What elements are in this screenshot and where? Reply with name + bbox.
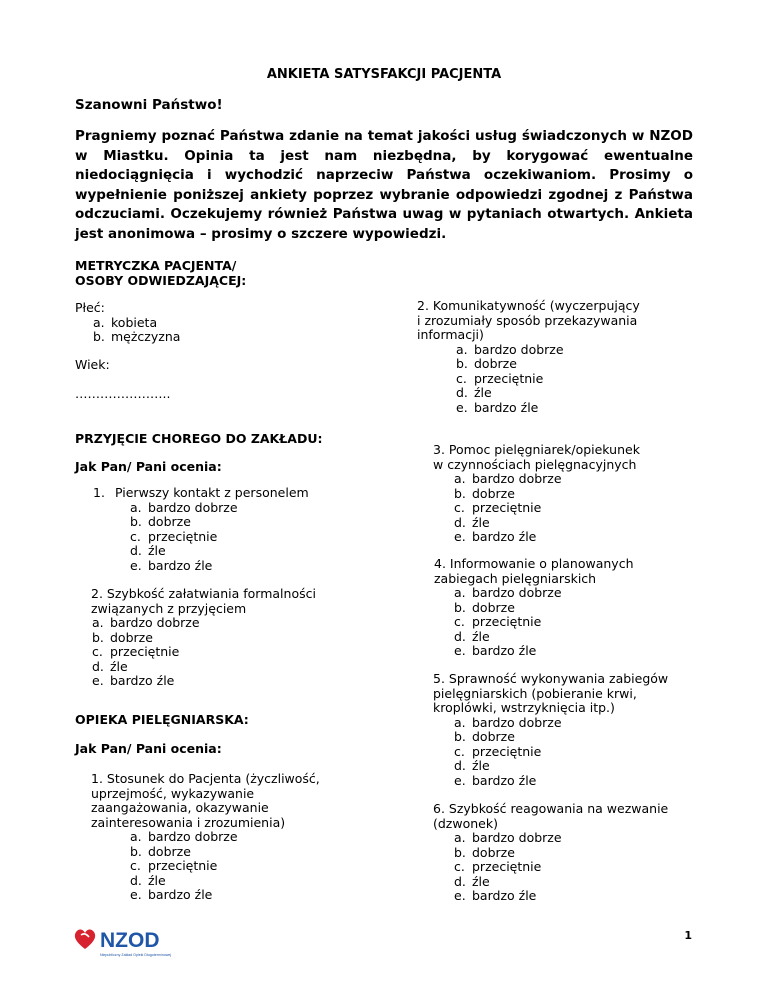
answer-option[interactable]	[454, 644, 634, 659]
option-text: bardzo dobrze	[474, 341, 564, 357]
option-letter: a.	[454, 471, 466, 486]
option-text: źle	[472, 758, 490, 773]
answer-option[interactable]	[454, 530, 640, 545]
admission-subheading: Jak Pan/ Pani ocenia:	[75, 459, 222, 474]
option-text: dobrze	[472, 729, 515, 744]
option-letter: a.	[454, 830, 466, 845]
option-letter: d.	[130, 543, 142, 558]
option-text: przeciętnie	[474, 370, 544, 386]
answer-option[interactable]	[92, 631, 316, 646]
answer-option[interactable]	[130, 515, 309, 530]
question-text-line: 4. Informowanie o planowanych	[434, 556, 634, 571]
answer-option[interactable]	[454, 586, 634, 601]
question-text-line: kroplówki, wstrzyknięcia itp.)	[433, 700, 615, 715]
option-text: bardzo dobrze	[148, 829, 238, 844]
option-letter: c.	[130, 528, 141, 544]
option-text: bardzo dobrze	[110, 615, 200, 630]
answer-option[interactable]	[92, 674, 316, 689]
question-text-line: i zrozumiały sposób przekazywania	[417, 312, 638, 328]
question-text-line: 2. Komunikatywność (wyczerpujący	[417, 298, 640, 313]
option-letter: e.	[92, 673, 104, 688]
option-letter: b.	[93, 329, 105, 344]
option-text: źle	[472, 628, 490, 644]
question-text-line: uprzejmość, wykazywanie	[91, 785, 255, 801]
answer-scale	[454, 472, 640, 545]
option-text: źle	[148, 543, 166, 558]
question-text-line: zainteresowania i zrozumienia)	[91, 814, 286, 830]
answer-option[interactable]	[454, 472, 640, 487]
nursing-question-2	[417, 299, 640, 415]
answer-option[interactable]	[454, 875, 668, 890]
answer-option[interactable]	[454, 716, 668, 731]
answer-option[interactable]	[456, 386, 640, 401]
question-text: Pierwszy kontakt z personelem	[115, 485, 309, 500]
answer-option[interactable]	[454, 774, 668, 789]
question-text-line: 1. Stosunek do Pacjenta (życzliwość,	[91, 771, 320, 786]
answer-scale	[92, 616, 316, 689]
option-text: przeciętnie	[110, 644, 180, 659]
question-text-line: (dzwonek)	[433, 815, 498, 831]
nursing-question-4	[434, 557, 634, 659]
age-label: Wiek:	[75, 357, 110, 372]
answer-option[interactable]	[92, 660, 316, 675]
option-letter: b.	[130, 843, 142, 859]
answer-option[interactable]	[130, 888, 320, 903]
option-letter: d.	[454, 758, 466, 773]
question-text-line: zabiegach pielęgniarskich	[434, 570, 597, 586]
option-text: źle	[474, 385, 492, 400]
option-letter: e.	[454, 643, 466, 658]
option-text: bardzo źle	[472, 772, 537, 788]
option-text: bardzo źle	[148, 887, 213, 902]
option-text: źle	[472, 873, 490, 889]
answer-option[interactable]	[92, 616, 316, 631]
option-text: dobrze	[472, 599, 515, 615]
question-text-line: 5. Sprawność wykonywania zabiegów	[433, 671, 669, 686]
sex-option[interactable]	[93, 330, 180, 345]
question-number: 1.	[93, 485, 105, 500]
option-letter: a.	[93, 314, 105, 330]
question-text-line: w czynnościach pielęgnacyjnych	[433, 456, 637, 472]
option-letter: c.	[456, 370, 467, 386]
option-letter: a.	[454, 585, 466, 600]
option-letter: b.	[454, 729, 466, 744]
nursing-question-5	[433, 672, 668, 788]
option-text: bardzo dobrze	[472, 830, 562, 845]
option-text: bardzo dobrze	[472, 585, 562, 600]
answer-option[interactable]	[454, 601, 634, 616]
document-title: ANKIETA SATYSFAKCJI PACJENTA	[266, 67, 502, 82]
option-letter: e.	[454, 772, 466, 788]
option-text: źle	[148, 872, 166, 888]
metryczka-heading-line2: OSOBY ODWIEDZAJĄCEJ:	[75, 272, 247, 288]
answer-option[interactable]	[454, 516, 640, 531]
option-letter: a.	[456, 341, 468, 357]
answer-option[interactable]	[454, 745, 668, 760]
sex-option[interactable]	[93, 316, 180, 331]
answer-option[interactable]	[454, 501, 640, 516]
answer-option[interactable]	[130, 501, 309, 516]
nursing-question-6	[433, 802, 668, 904]
salutation: Szanowni Państwo!	[75, 97, 223, 113]
option-text: źle	[110, 658, 128, 674]
option-text: przeciętnie	[472, 743, 542, 759]
answer-option[interactable]	[454, 487, 640, 502]
question-text-line: 2. Szybkość załatwiania formalności	[91, 586, 316, 601]
option-text: bardzo źle	[472, 888, 537, 903]
option-letter: d.	[92, 658, 104, 674]
option-letter: e.	[456, 399, 468, 415]
option-letter: a.	[130, 499, 142, 515]
option-text: bardzo źle	[472, 643, 537, 658]
answer-option[interactable]	[130, 874, 320, 889]
nursing-subheading: Jak Pan/ Pani ocenia:	[75, 741, 222, 756]
option-letter: b.	[456, 356, 468, 371]
option-letter: c.	[454, 614, 465, 629]
logo-graphic	[73, 925, 185, 959]
logo-text: NZOD	[100, 929, 160, 952]
age-blank-field[interactable]: …………………..	[75, 386, 171, 401]
answer-option[interactable]	[456, 343, 640, 358]
option-text: bardzo źle	[110, 673, 175, 688]
answer-scale	[130, 501, 309, 574]
option-text: przeciętnie	[472, 859, 542, 874]
question-text-line: 6. Szybkość reagowania na wezwanie	[433, 801, 669, 816]
option-letter: a.	[92, 615, 104, 630]
option-letter: c.	[92, 644, 103, 659]
sex-label: Płeć:	[75, 300, 105, 315]
intro-paragraph: Pragniemy poznać Państwa zdanie na temat jakości usług świadczonych w NZOD w Miastku. Opinia ta jest nam niezbędna, by korygować ewentualne niedociągnięcia i wychodzić naprzeciw Państwa oczekiwaniom. Prosimy o wypełnienie poniższej ankiety poprzez wybranie odpowiedzi zgodnej z Państwa odczuciami. Oczekujemy również Państwa uwag w pytaniach otwartych. Ankieta jest anonimowa – prosimy o szczere wypowiedzi.	[75, 128, 693, 242]
admission-heading: PRZYJĘCIE CHOREGO DO ZAKŁADU:	[75, 431, 323, 446]
nzod-logo	[73, 925, 185, 963]
question-text-line: 3. Pomoc pielęgniarek/opiekunek	[433, 442, 640, 457]
answer-option[interactable]	[130, 845, 320, 860]
option-letter: d.	[454, 514, 466, 530]
nursing-question-1	[91, 772, 320, 903]
option-text: bardzo dobrze	[472, 471, 562, 486]
option-text: bardzo dobrze	[472, 714, 562, 730]
option-text: dobrze	[472, 485, 515, 501]
answer-option[interactable]	[454, 846, 668, 861]
question-text-line: związanych z przyjęciem	[91, 600, 247, 616]
question-text-line: zaangażowania, okazywanie	[91, 800, 269, 815]
option-letter: b.	[92, 629, 104, 645]
question-text-line: informacji)	[417, 327, 484, 342]
answer-option[interactable]	[130, 544, 309, 559]
option-text: mężczyzna	[111, 329, 181, 344]
answer-option[interactable]	[454, 630, 634, 645]
answer-option[interactable]	[92, 645, 316, 660]
answer-option[interactable]	[454, 831, 668, 846]
answer-scale	[454, 716, 668, 789]
answer-option[interactable]	[456, 401, 640, 416]
page-number: 1	[684, 929, 692, 942]
answer-option[interactable]	[130, 830, 320, 845]
nursing-question-3	[433, 443, 640, 545]
option-letter: a.	[130, 829, 142, 844]
option-text: dobrze	[148, 514, 191, 529]
metryczka-heading-line1: METRYCZKA PACJENTA/	[75, 258, 237, 273]
option-text: przeciętnie	[148, 528, 218, 544]
option-letter: a.	[454, 714, 466, 730]
option-text: dobrze	[148, 843, 191, 859]
option-text: dobrze	[472, 844, 515, 860]
option-letter: d.	[454, 628, 466, 644]
answer-option[interactable]	[456, 372, 640, 387]
question-text-line: pielęgniarskich (pobieranie krwi,	[433, 685, 637, 701]
answer-scale	[130, 830, 320, 903]
option-text: kobieta	[111, 314, 158, 330]
answer-option[interactable]	[454, 615, 634, 630]
option-letter: e.	[454, 888, 466, 903]
option-letter: b.	[454, 844, 466, 860]
logo-subtitle: Niepubliczny Zakład Opieki Długoterminowej	[100, 953, 172, 957]
metryczka-heading	[75, 259, 246, 288]
option-letter: d.	[456, 385, 468, 400]
option-text: dobrze	[474, 356, 517, 371]
answer-scale	[456, 343, 640, 416]
option-text: bardzo źle	[474, 399, 539, 415]
nursing-heading: OPIEKA PIELĘGNIARSKA:	[75, 712, 249, 727]
option-letter: c.	[454, 743, 465, 759]
answer-option[interactable]	[454, 860, 668, 875]
sex-question	[75, 301, 180, 345]
option-letter: d.	[130, 872, 142, 888]
answer-option[interactable]	[454, 759, 668, 774]
admission-question-1	[93, 486, 309, 573]
answer-option[interactable]	[454, 889, 668, 904]
option-letter: c.	[454, 859, 465, 874]
answer-scale	[454, 831, 668, 904]
option-letter: e.	[454, 529, 466, 544]
option-text: bardzo źle	[148, 557, 213, 573]
option-letter: c.	[454, 500, 465, 515]
option-text: bardzo dobrze	[148, 499, 238, 515]
answer-option[interactable]	[130, 530, 309, 545]
option-letter: e.	[130, 557, 142, 573]
option-letter: b.	[130, 514, 142, 529]
heart-icon	[75, 929, 95, 949]
admission-question-2	[91, 587, 316, 689]
option-letter: e.	[130, 887, 142, 902]
option-text: dobrze	[110, 629, 153, 645]
answer-scale	[454, 586, 634, 659]
option-text: przeciętnie	[472, 614, 542, 629]
option-text: przeciętnie	[148, 858, 218, 873]
option-letter: b.	[454, 485, 466, 501]
option-text: bardzo źle	[472, 529, 537, 544]
answer-option[interactable]	[130, 559, 309, 574]
answer-option[interactable]	[456, 357, 640, 372]
answer-option[interactable]	[130, 859, 320, 874]
option-text: źle	[472, 514, 490, 530]
option-letter: d.	[454, 873, 466, 889]
option-text: przeciętnie	[472, 500, 542, 515]
option-letter: b.	[454, 599, 466, 615]
option-letter: c.	[130, 858, 141, 873]
answer-option[interactable]	[454, 730, 668, 745]
